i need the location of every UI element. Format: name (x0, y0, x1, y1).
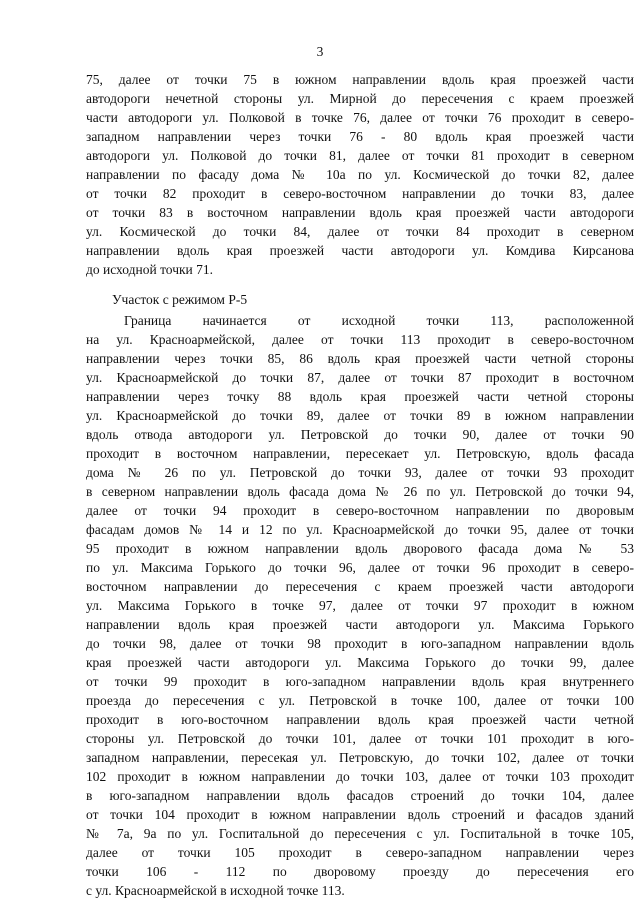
text-line: западном направлении через точки 76 - 80 вдоль края проезжей части (86, 129, 634, 144)
text-line: по ул. Максима Горького до точки 96, далее от точки 96 проходит в северо- (86, 560, 634, 575)
text-line: западном направлении, пересекая ул. Петровскую, до точки 102, далее от точки (86, 750, 634, 765)
text-line: далее от точки 94 проходит в северо-восточном направлении по дворовым (86, 503, 634, 518)
text-line: 102 проходит в южном направлении до точки 103, далее от точки 103 проходит (86, 769, 634, 784)
text-line: от точки 104 проходит в южном направлении вдоль строений и фасадов зданий (86, 807, 634, 822)
text-line: в северном направлении вдоль фасада дома № 26 по ул. Петровской до точки 94, (86, 484, 634, 499)
text-line: направлении через точки 85, 86 вдоль края проезжей части четной стороны (86, 351, 634, 366)
text-line: автодороги нечетной стороны ул. Мирной до пересечения с краем проезжей (86, 91, 634, 106)
text-line: направлении вдоль края проезжей части автодороги ул. Максима Горького (86, 617, 634, 632)
text-line: в юго-западном направлении вдоль фасадов строений до точки 104, далее (86, 788, 634, 803)
text-line: до исходной точки 71. (86, 262, 214, 277)
text-line: автодороги ул. Полковой до точки 81, далее от точки 81 проходит в северном (86, 148, 634, 163)
text-line: ул. Космической до точки 84, далее от точки 84 проходит в северном (86, 224, 634, 239)
text-line: на ул. Красноармейской, далее от точки 113 проходит в северо-восточном (86, 332, 634, 347)
text-line: 75, далее от точки 75 в южном направлении вдоль края проезжей части (86, 72, 634, 87)
text-line: с ул. Красноармейской в исходной точке 113. (86, 883, 345, 898)
text-line: № 7а, 9а по ул. Госпитальной до пересечения с ул. Госпитальной в точке 105, (86, 826, 634, 841)
page-number: 3 (316, 44, 324, 59)
text-line: от точки 82 проходит в северо-восточном направлении до точки 83, далее (86, 186, 634, 201)
text-line: ул. Максима Горького в точке 97, далее от точки 97 проходит в южном (86, 598, 634, 613)
text-line: направлении через точку 88 вдоль края проезжей части четной стороны (86, 389, 634, 404)
text-line: направлении вдоль края проезжей части автодороги ул. Комдива Кирсанова (86, 243, 634, 258)
text-line: далее от точки 105 проходит в северо-западном направлении через (86, 845, 634, 860)
text-line: края проезжей части автодороги ул. Максима Горького до точки 99, далее (86, 655, 634, 670)
text-line: до точки 98, далее от точки 98 проходит в юго-западном направлении вдоль (86, 636, 634, 651)
text-line: стороны ул. Петровской до точки 101, далее от точки 101 проходит в юго- (86, 731, 634, 746)
text-line: дома № 26 по ул. Петровской до точки 93, далее от точки 93 проходит (86, 465, 634, 480)
text-line: вдоль отвода автодороги ул. Петровской до точки 90, далее от точки 90 (86, 427, 634, 442)
text-line: 95 проходит в южном направлении вдоль дворового фасада дома № 53 (86, 541, 634, 556)
text-line: ул. Красноармейской до точки 89, далее от точки 89 в южном направлении (86, 408, 634, 423)
text-line: восточном направлении до пересечения с краем проезжей части автодороги (86, 579, 634, 594)
text-line: направлении по фасаду дома № 10а по ул. Космической до точки 82, далее (86, 167, 634, 182)
text-line: проходит в юго-восточном направлении вдоль края проезжей части четной (86, 712, 634, 727)
text-line: Граница начинается от исходной точки 113, расположенной (124, 313, 634, 328)
text-line: части автодороги ул. Полковой в точке 76, далее от точки 76 проходит в северо- (86, 110, 634, 125)
text-line: от точки 99 проходит в юго-западном направлении вдоль края внутреннего (86, 674, 634, 689)
text-line: ул. Красноармейской до точки 87, далее от точки 87 проходит в восточном (86, 370, 634, 385)
text-line: от точки 83 в восточном направлении вдоль края проезжей части автодороги (86, 205, 634, 220)
text-line: фасадам домов № 14 и 12 по ул. Красноармейской до точки 95, далее от точки (86, 522, 634, 537)
text-line: точки 106 - 112 по дворовому проезду до пересечения его (86, 864, 634, 879)
section-heading: Участок с режимом Р-5 (112, 292, 248, 307)
text-line: проезда до пересечения с ул. Петровской в точке 100, далее от точки 100 (86, 693, 634, 708)
text-line: проходит в восточном направлении, пересекает ул. Петровскую, вдоль фасада (86, 446, 634, 461)
